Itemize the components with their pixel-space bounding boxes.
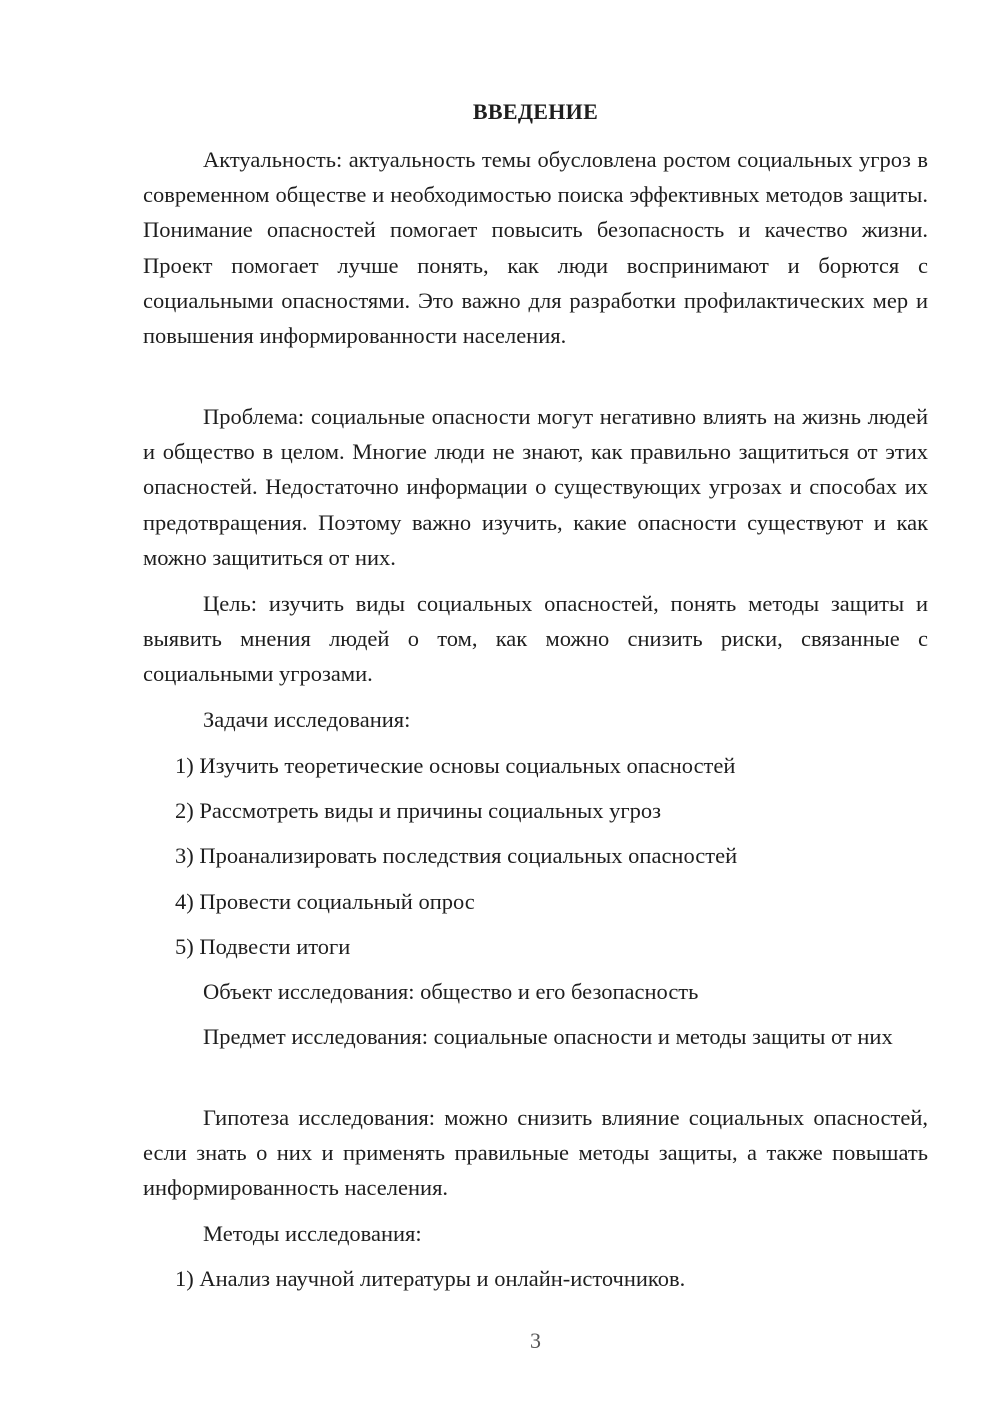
task-item-3: 3) Проанализировать последствия социальных опасностей (175, 843, 738, 868)
task-item-1: 1) Изучить теоретические основы социальных опасностей (175, 753, 736, 778)
object-line: Объект исследования: общество и его безопасность (203, 979, 699, 1004)
relevance-paragraph: Актуальность: актуальность темы обусловлена ростом социальных угроз в современном обществе и необходимостью поиска эффективных методов защиты. Понимание опасностей помогает повысить безопасность и качество жизни. Проект помогает лучше понять, как люди воспринимают и борются с социальными опасностями. Это важно для разработки профилактических мер и повышения информированности населения. (143, 147, 928, 349)
hypothesis-paragraph: Гипотеза исследования: можно снизить влияние социальных опасностей, если знать о них и применять правильные методы защиты, а также повышать информированность населения. (143, 1105, 928, 1201)
task-item-4: 4) Провести социальный опрос (175, 889, 475, 914)
task-item-2: 2) Рассмотреть виды и причины социальных угроз (175, 798, 661, 823)
method-item-1: 1) Анализ научной литературы и онлайн-источников. (175, 1266, 686, 1291)
document-page (143, 0, 928, 1414)
subject-paragraph: Предмет исследования: социальные опасности и методы защиты от них (203, 1024, 893, 1049)
section-title: ВВЕДЕНИЕ (472, 99, 599, 124)
goal-paragraph: Цель: изучить виды социальных опасностей, понять методы защиты и выявить мнения людей о том, как можно снизить риски, связанные с социальными угрозами. (143, 591, 928, 687)
problem-paragraph: Проблема: социальные опасности могут негативно влиять на жизнь людей и общество в целом. Многие люди не знают, как правильно защититься от этих опасностей. Недостаточно информации о существующих угрозах и способах их предотвращения. Поэтому важно изучить, какие опасности существуют и как можно защититься от них. (143, 404, 928, 570)
tasks-heading: Задачи исследования: (203, 707, 411, 732)
task-item-5: 5) Подвести итоги (175, 934, 351, 959)
methods-heading: Методы исследования: (203, 1221, 422, 1246)
page-number: 3 (530, 1328, 541, 1353)
